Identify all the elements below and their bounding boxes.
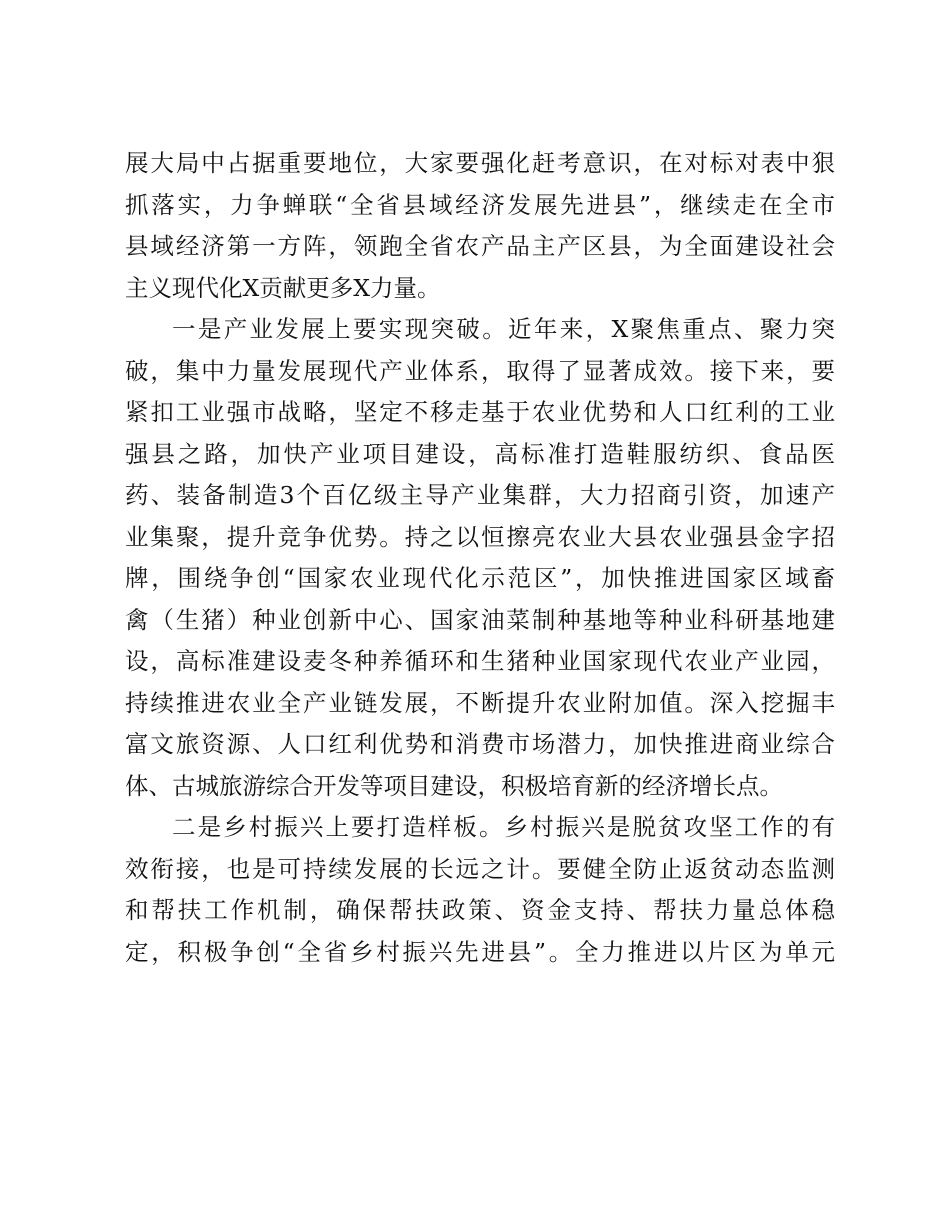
- paragraph-industry: [125, 309, 835, 807]
- text-line: 牌，围绕争创“国家农业现代化示范区”，加快推进国家区域畜: [125, 564, 835, 592]
- text-line: 县域经济第一方阵，领跑全省农产品主产区县，为全面建设社会: [125, 232, 835, 260]
- text-line: 紧扣工业强市战略，坚定不移走基于农业优势和人口红利的工业: [125, 398, 835, 426]
- text-line: 主义现代化X贡献更多X力量。: [125, 273, 441, 302]
- text-line: 体、古城旅游综合开发等项目建设，积极培育新的经济增长点。: [125, 771, 783, 800]
- text-line: 药、装备制造3个百亿级主导产业集群，大力招商引资，加速产: [125, 481, 835, 509]
- text-line: 二是乡村振兴上要打造样板。乡村振兴是脱贫攻坚工作的有: [172, 813, 835, 841]
- text-line: 一是产业发展上要实现突破。近年来，X聚焦重点、聚力突: [172, 315, 835, 343]
- text-line: 业集聚，提升竞争优势。持之以恒擦亮农业大县农业强县金字招: [125, 522, 835, 551]
- text-line: 禽（生猪）种业创新中心、国家油菜制种基地等种业科研基地建: [125, 605, 835, 634]
- text-line: 持续推进农业全产业链发展，不断提升农业附加值。深入挖掘丰: [125, 688, 835, 717]
- text-line: 破，集中力量发展现代产业体系，取得了显著成效。接下来，要: [125, 356, 835, 385]
- text-line: 定，积极争创“全省乡村振兴先进县”。全力推进以片区为单元: [125, 937, 835, 966]
- text-line: 抓落实，力争蝉联“全省县域经济发展先进县”，继续走在全市: [125, 190, 835, 219]
- text-line: 和帮扶工作机制，确保帮扶政策、资金支持、帮扶力量总体稳: [125, 896, 835, 924]
- paragraph-rural: [125, 807, 835, 973]
- paragraph-intro-continued: [125, 143, 835, 309]
- text-line: 效衔接，也是可持续发展的长远之计。要健全防止返贫动态监测: [125, 854, 835, 883]
- document-body: [125, 143, 835, 973]
- text-line: 强县之路，加快产业项目建设，高标准打造鞋服纺织、食品医: [125, 439, 835, 468]
- text-line: 设，高标准建设麦冬种养循环和生猪种业国家现代农业产业园，: [125, 647, 835, 675]
- text-line: 富文旅资源、人口红利优势和消费市场潜力，加快推进商业综合: [125, 730, 835, 758]
- text-line: 展大局中占据重要地位，大家要强化赶考意识，在对标对表中狠: [125, 149, 835, 177]
